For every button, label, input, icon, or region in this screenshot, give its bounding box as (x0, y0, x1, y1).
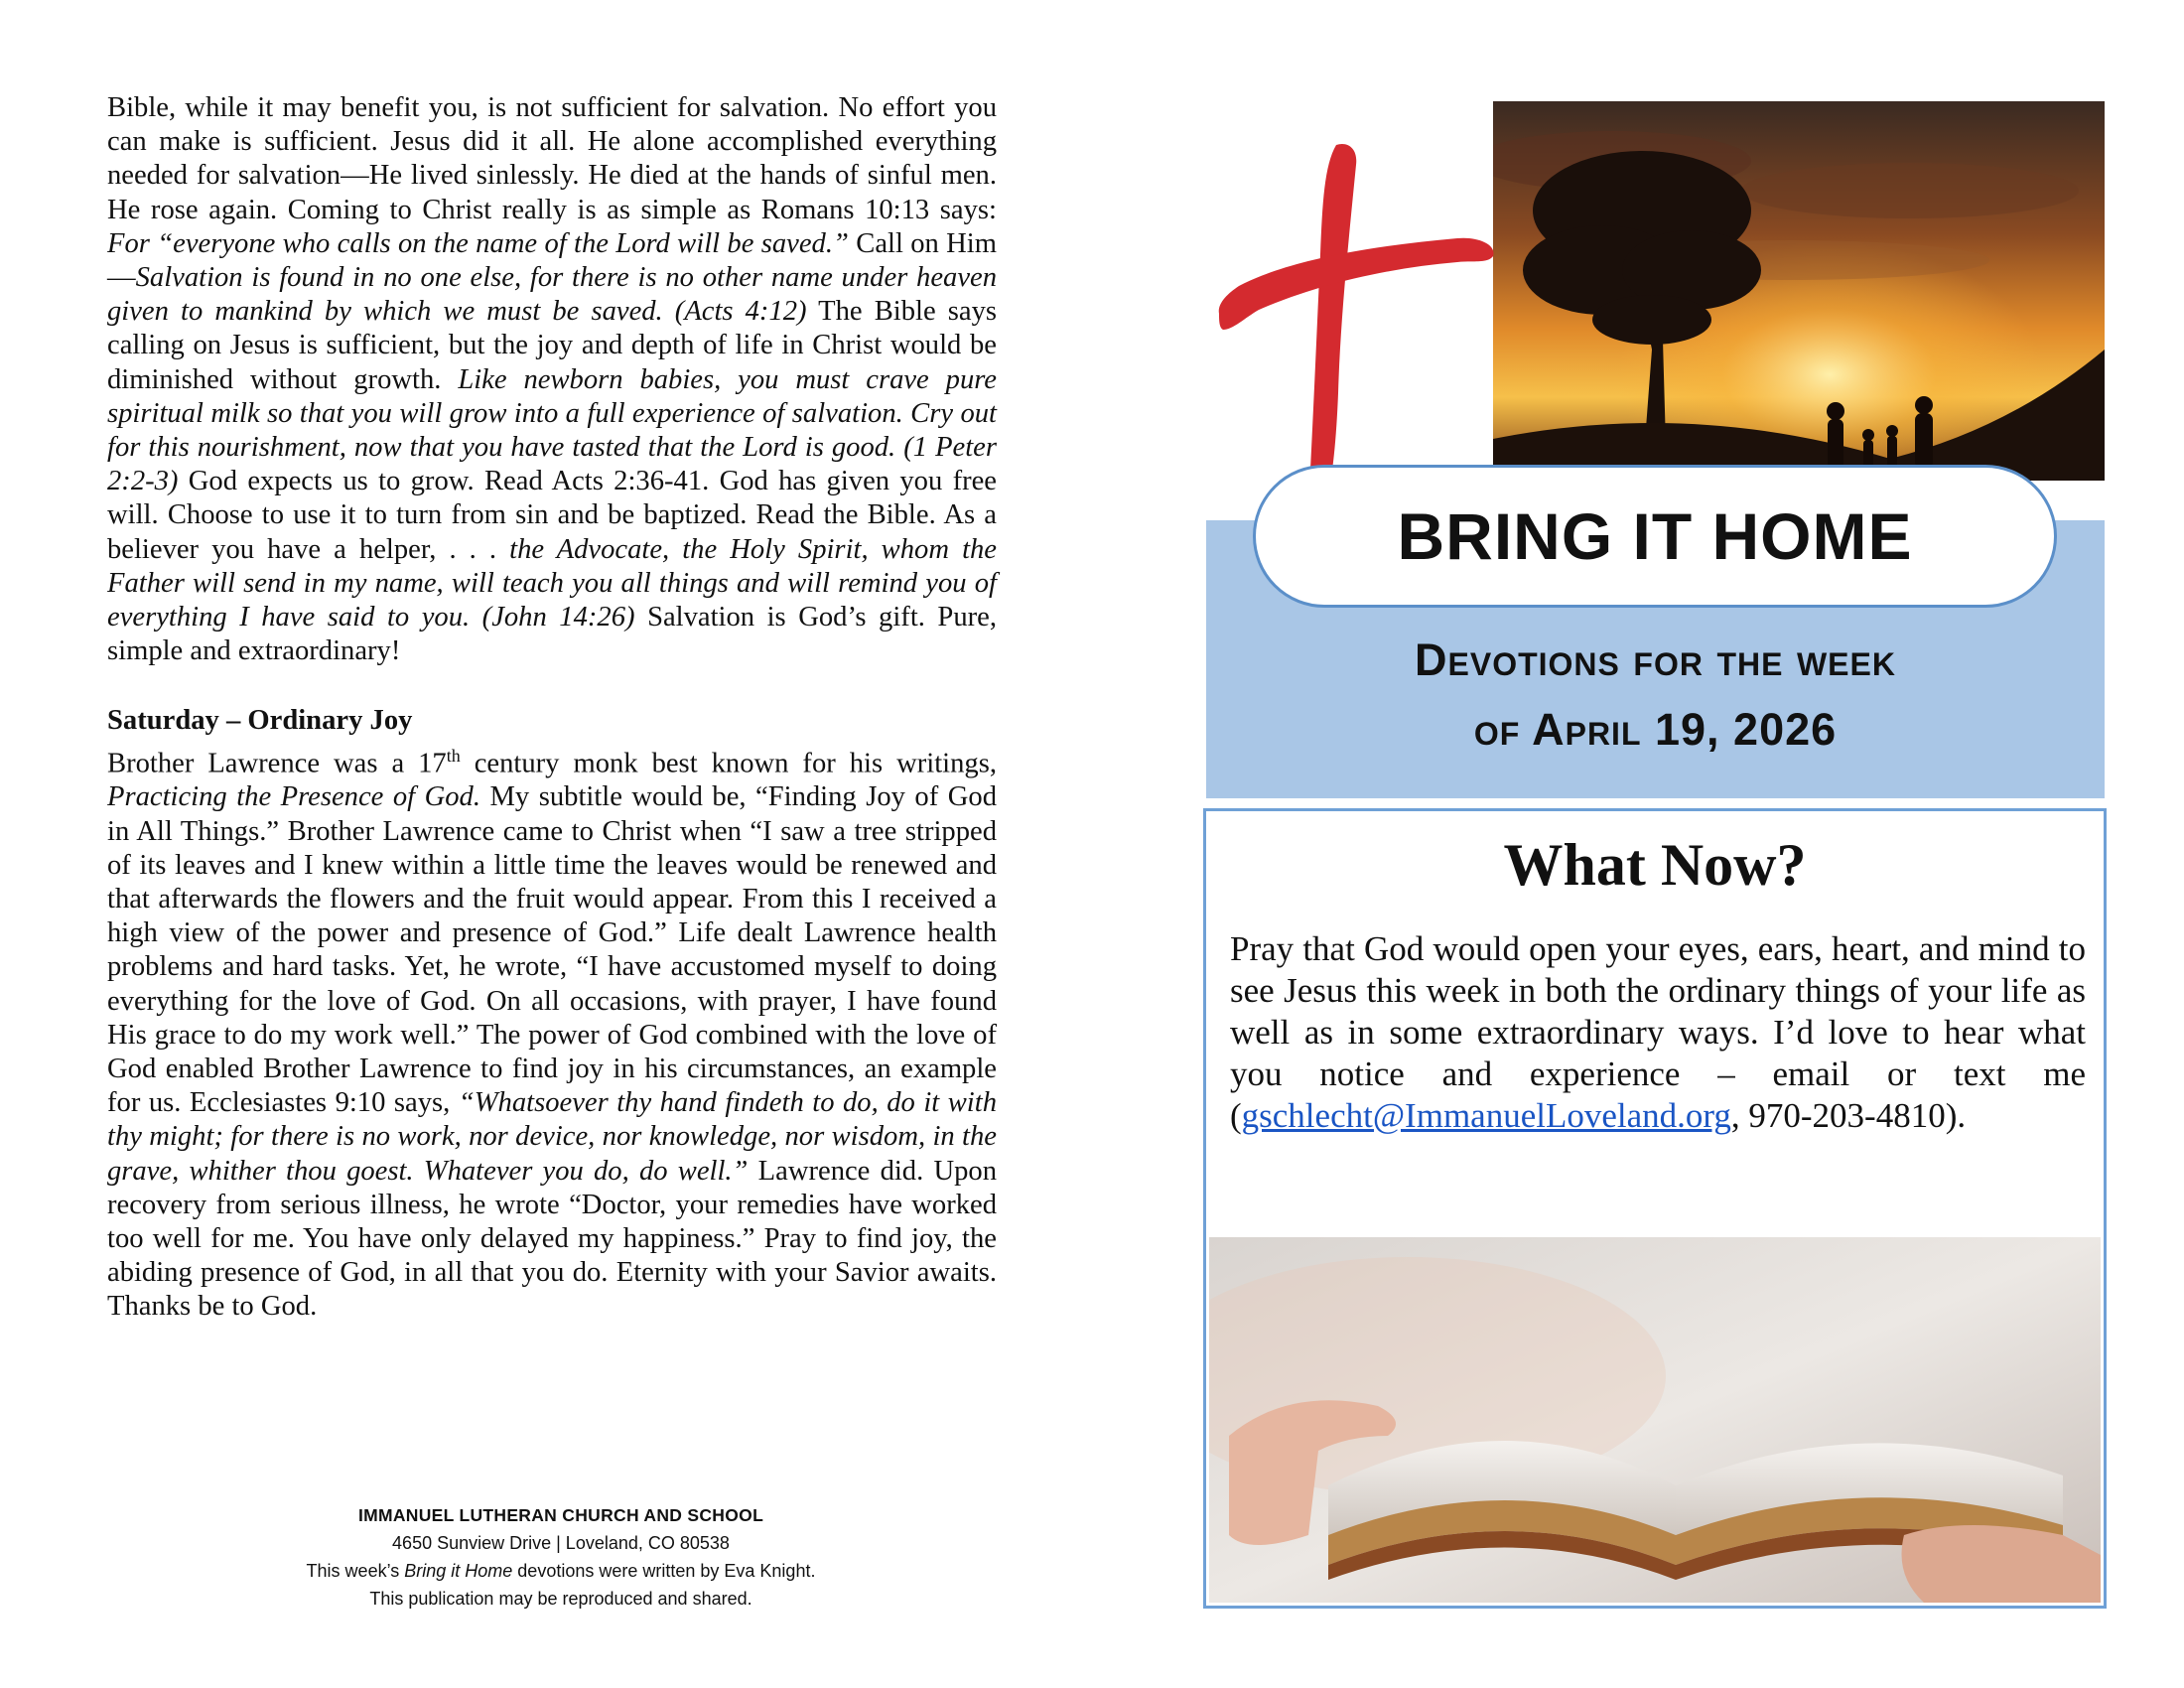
open-bible-photo (1209, 1237, 2101, 1603)
subtitle-line-2: of April 19, 2026 (1473, 704, 1838, 755)
devotion-paragraph-friday: Bible, while it may benefit you, is not sufficient for salvation. No effort you can make is sufficient. Jesus did it all. He alone accomplished everything needed for salvation—He lived sinlessly. He died at the hands of sinful men. He rose again. Coming to Christ really is as simple as Romans 10:13 says: For “everyone who calls on the name of the Lord will be saved.” Call on Him—Salvation is found in no one else, for there is no other name under heaven given to mankind by which we must be saved. (Acts 4:12) The Bible says calling on Jesus is sufficient, but the joy and depth of life in Christ would be diminished without growth. Like newborn babies, you must crave pure spiritual milk so that you will grow into a full experience of salvation. Cry out for this nourishment, now that you have tasted that the Lord is good. (1 Peter 2:2-3) God expects us to grow. Read Acts 2:36-41. God has given you free will. Choose to use it to turn from sin and be baptized. Read the Bible. As a believer you have a helper, . . . the Advocate, the Holy Spirit, whom the Father will send in my name, will teach you all things and will remind you of everything I have said to you. (John 14:26) Salvation is God’s gift. Pure, simple and extraordinary! (107, 92, 998, 667)
what-now-text: Pray that God would open your eyes, ears, heart, and mind to see Jesus this week in both the ordinary things of your life as well as in some extraordinary ways. I’d love to hear what you notice and experience – email or text me (gschlecht@ImmanuelLoveland.org, 970-203-4810). (1230, 929, 2086, 1135)
sunset-family-photo (1493, 101, 2105, 481)
subtitle-block (1206, 626, 2105, 765)
author-credit: This week’s Bring it Home devotions were written by Eva Knight. (306, 1561, 816, 1581)
email-link[interactable]: gschlecht@ImmanuelLoveland.org (1241, 1096, 1731, 1135)
church-address: 4650 Sunview Drive | Loveland, CO 80538 (392, 1533, 730, 1553)
saturday-heading: Saturday – Ordinary Joy (107, 705, 413, 737)
left-page-content (107, 91, 997, 1325)
what-now-heading: What Now? (1503, 832, 1807, 898)
subtitle-line-1: Devotions for the week (1415, 634, 1896, 685)
church-name: IMMANUEL LUTHERAN CHURCH AND SCHOOL (357, 1505, 764, 1525)
devotion-paragraph-saturday: Brother Lawrence was a 17th century monk best known for his writings, Practicing the Presence of God. My subtitle would be, “Finding Joy of God in All Things.” Brother Lawrence came to Christ when “I saw a tree stripped of its leaves and I knew within a little time the leaves would be renewed and that afterwards the flowers and the fruit would appear. From this I received a high view of the power and presence of God.” Life dealt Lawrence health problems and hard tasks. Yet, he wrote, “I have accustomed myself to doing everything for the love of God. On all occasions, with prayer, I have found His grace to do my work well.” The power of God combined with the love of God enabled Brother Lawrence to find joy in his circumstances, an example for us. Ecclesiastes 9:10 says, “Whatsoever thy hand findeth to do, do it with thy might; for there is no work, nor device, nor knowledge, nor wisdom, in the grave, whither thou goest. Whatever you do, do well.” Lawrence did. Upon recovery from serious illness, he wrote “Doctor, your remedies have worked too well for me. You have only delayed my happiness.” Pray to find joy, the abiding presence of God, in all that you do. Eternity with your Savior awaits. Thanks be to God. (107, 745, 997, 1323)
church-footer (218, 1501, 903, 1613)
page-title: BRING IT HOME (1397, 499, 1913, 573)
title-banner (1253, 465, 2057, 608)
reproduction-notice: This publication may be reproduced and shared. (369, 1589, 752, 1609)
